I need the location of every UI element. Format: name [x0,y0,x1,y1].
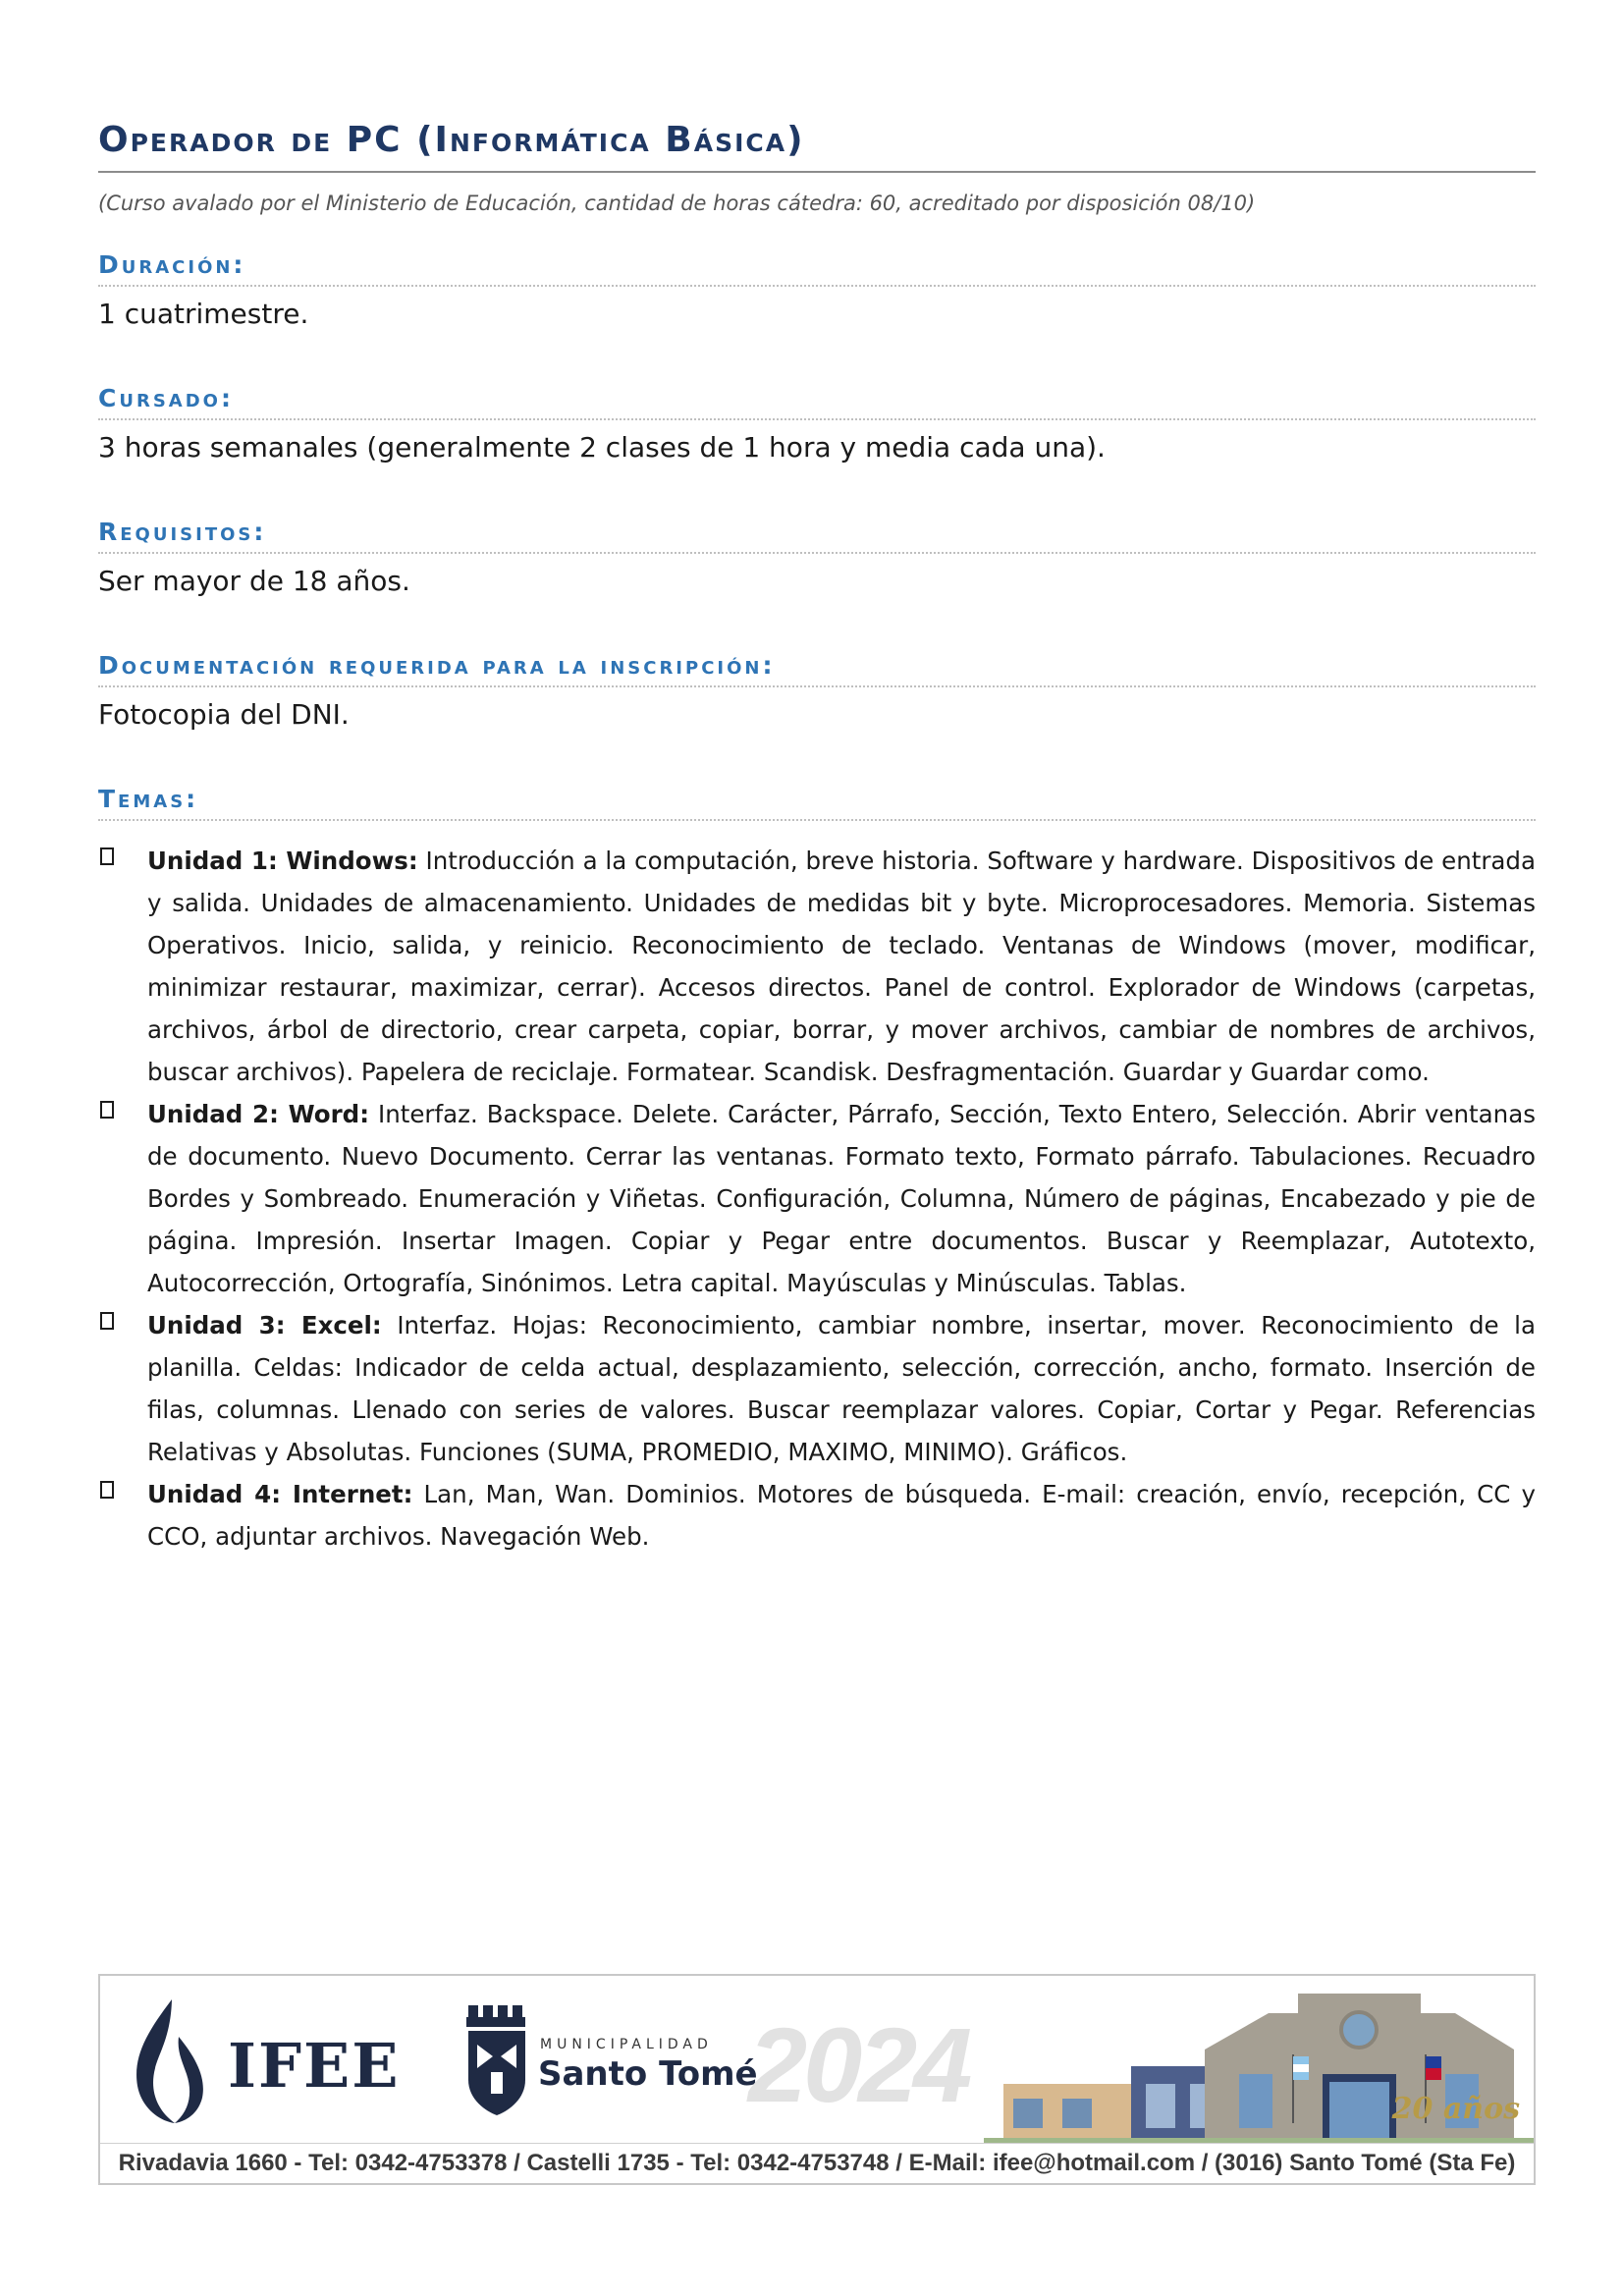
unit-label: Unidad 3: Excel: [147,1311,382,1339]
contact-info: Rivadavia 1660 - Tel: 0342-4753378 / Castelli 1735 - Tel: 0342-4753748 / E-Mail: ifee@hotmail.com / (3016) Santo Tomé (Sta Fe) [100,2143,1534,2183]
course-accreditation-note: (Curso avalado por el Ministerio de Educación, cantidad de horas cátedra: 60, acreditado por disposición 08/10) [98,191,1256,215]
section-heading: Duración: [98,247,1536,287]
section-temas [98,782,1536,821]
section-body: 3 horas semanales (generalmente 2 clases de 1 hora y media cada una). [98,431,1106,464]
unit-label: Unidad 2: Word: [147,1100,370,1128]
section-documentacion [98,648,1536,735]
section-heading: Cursado: [98,381,1536,420]
list-item [98,1304,1536,1473]
municipality-name: Santo Tomé [538,2054,758,2094]
section-heading: Documentación requerida para la inscripción: [98,648,1536,687]
unit-label: Unidad 1: Windows: [147,847,418,875]
footer-banner [98,1974,1536,2185]
unit-description: Lan, Man, Wan. Dominios. Motores de búsqueda. E-mail: creación, envío, recepción, CC y CCO, adjuntar archivos. Navegación Web. [147,1480,1536,1551]
topics-list [98,840,1536,1558]
anniversary-logo: 20 años [1391,2092,1520,2126]
checkbox-bullet-icon [100,847,114,865]
section-body: 1 cuatrimestre. [98,298,309,330]
section-heading: Requisitos: [98,515,1536,554]
list-item [98,840,1536,1093]
checkbox-bullet-icon [100,1101,114,1119]
checkbox-bullet-icon [100,1481,114,1499]
year-watermark: 2024 [748,2005,969,2124]
checkbox-bullet-icon [100,1312,114,1330]
list-item [98,1473,1536,1558]
page-title: Operador de PC (Informática Básica) [98,116,1536,173]
section-body: Fotocopia del DNI. [98,698,350,731]
section-cursado [98,381,1536,467]
unit-description: Interfaz. Backspace. Delete. Carácter, Párrafo, Sección, Texto Entero, Selección. Abrir ventanas de documento. Nuevo Documento. Cerrar las ventanas. Formato texto, Formato párrafo. Tabulaciones. Recuadro Bordes y Sombreado. Enumeración y Viñetas. Configuración, Columna, Número de páginas, Encabezado y pie de página. Impresión. Insertar Imagen. Copiar y Pegar entre documentos. Buscar y Reemplazar, Autotexto, Autocorrección, Ortografía, Sinónimos. Letra capital. Mayúsculas y Minúsculas. Tablas. [147,1100,1536,1297]
list-item [98,1093,1536,1304]
ifee-logo-text: IFEE [228,2030,401,2102]
section-body: Ser mayor de 18 años. [98,565,410,597]
municipality-label: MUNICIPALIDAD [540,2037,713,2052]
section-duracion [98,247,1536,334]
ifee-flame-logo-icon [128,1997,216,2125]
unit-label: Unidad 4: Internet: [147,1480,413,1508]
section-heading: Temas: [98,782,1536,821]
municipal-shield-icon [463,2001,532,2119]
section-requisitos [98,515,1536,601]
unit-description: Introducción a la computación, breve historia. Software y hardware. Dispositivos de entrada y salida. Unidades de almacenamiento. Unidades de medidas bit y byte. Microprocesadores. Memoria. Sistemas Operativos. Inicio, salida, y reinicio. Reconocimiento de teclado. Ventanas de Windows (mover, modificar, minimizar restaurar, maximizar, cerrar). Accesos directos. Panel de control. Explorador de Windows (carpetas, archivos, árbol de directorio, crear carpeta, copiar, borrar, y mover archivos, cambiar de nombres de archivos, buscar archivos). Papelera de reciclaje. Formatear. Scandisk. Desfragmentación. Guardar y Guardar como. [147,847,1536,1086]
unit-description: Interfaz. Hojas: Reconocimiento, cambiar nombre, insertar, mover. Reconocimiento de la planilla. Celdas: Indicador de celda actual, desplazamiento, selección, corrección, ancho, formato. Inserción de filas, columnas. Llenado con series de valores. Buscar reemplazar valores. Copiar, Cortar y Pegar. Referencias Relativas y Absolutas. Funciones (SUMA, PROMEDIO, MAXIMO, MINIMO). Gráficos. [147,1311,1536,1466]
